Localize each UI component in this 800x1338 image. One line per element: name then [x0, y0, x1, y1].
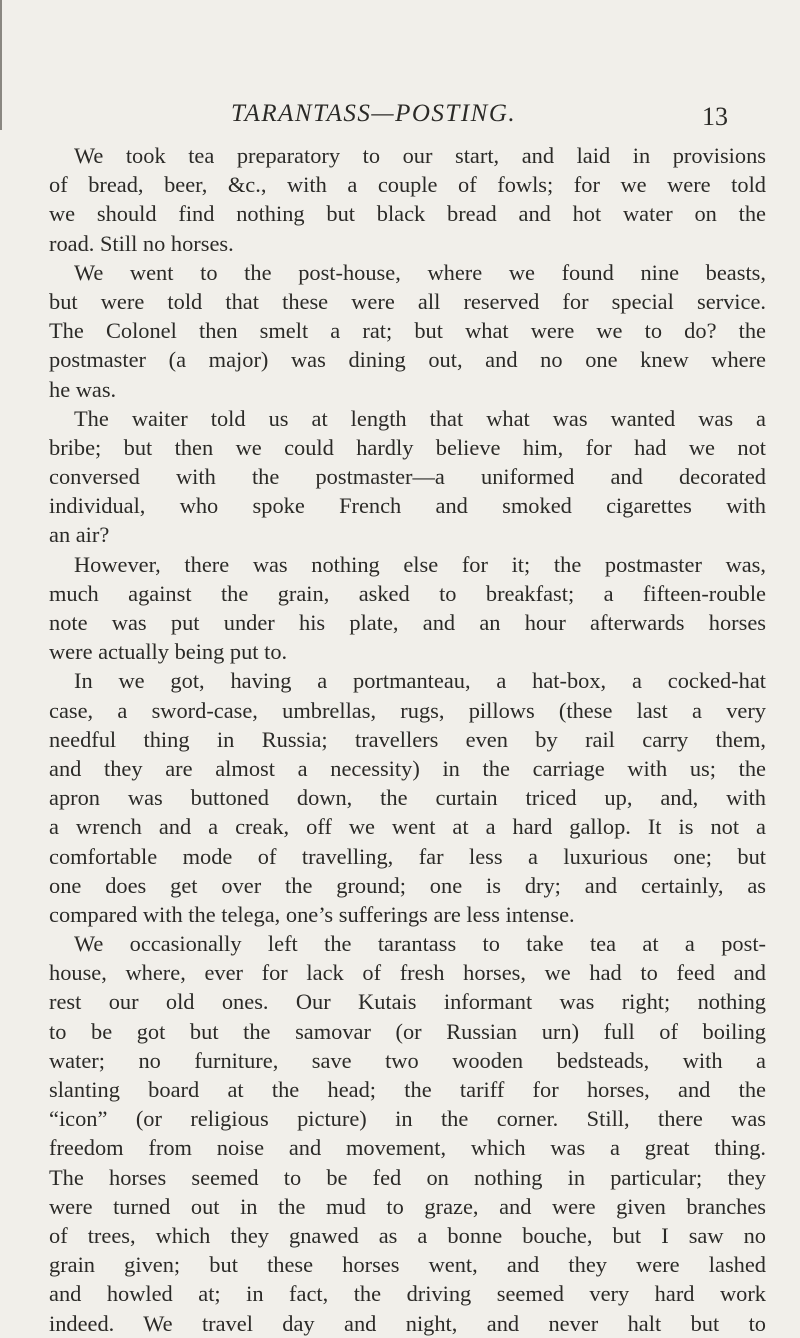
text-line: to be got but the samovar (or Russian urn) full of boiling — [49, 1018, 766, 1044]
text-line: were actually being put to. — [49, 639, 288, 665]
text-line: needful thing in Russia; travellers even by rail carry them, — [49, 726, 766, 752]
text-line: water; no furniture, save two wooden bedsteads, with a — [49, 1047, 766, 1073]
text-line: grain given; but these horses went, and they were lashed — [49, 1252, 766, 1278]
running-head: TARANTASS—POSTING. — [231, 100, 517, 127]
text-line: The waiter told us at length that what was wanted was a — [74, 405, 766, 431]
text-line: conversed with the postmaster—a uniformed and decorated — [49, 464, 766, 490]
text-line: compared with the telega, one’s sufferings are less intense. — [49, 901, 575, 927]
text-line: slanting board at the head; the tariff for horses, and the — [49, 1077, 766, 1102]
text-line: were turned out in the mud to graze, and were given branches — [49, 1193, 766, 1219]
text-line: indeed. We travel day and night, and never halt but to — [49, 1310, 766, 1336]
text-line: freedom from noise and movement, which was a great thing. — [49, 1135, 766, 1161]
text-line: and they are almost a necessity) in the carriage with us; the — [49, 755, 766, 781]
text-line: “icon” (or religious picture) in the corner. Still, there was — [49, 1106, 766, 1132]
text-line: We occasionally left the tarantass to take tea at a post- — [74, 931, 766, 957]
text-line: road. Still no horses. — [49, 230, 234, 256]
text-line: comfortable mode of travelling, far less a luxurious one; but — [49, 843, 766, 869]
text-line: an air? — [49, 522, 110, 548]
text-line: one does get over the ground; one is dry; and certainly, as — [49, 872, 766, 898]
text-line: We went to the post-house, where we found nine beasts, — [74, 259, 766, 285]
text-line: note was put under his plate, and an hour afterwards horses — [49, 610, 766, 635]
text-line: bribe; but then we could hardly believe him, for had we not — [49, 434, 766, 460]
text-line: of bread, beer, &c., with a couple of fowls; for we were told — [49, 172, 766, 198]
text-line: and howled at; in fact, the driving seemed very hard work — [49, 1281, 766, 1307]
text-line: much against the grain, asked to breakfast; a fifteen-rouble — [49, 580, 766, 606]
text-line: a wrench and a creak, off we went at a hard gallop. It is not a — [49, 814, 766, 840]
page-header — [0, 100, 800, 136]
text-line: The Colonel then smelt a rat; but what were we to do? the — [49, 318, 766, 344]
text-line: of trees, which they gnawed as a bonne bouche, but I saw no — [49, 1222, 766, 1248]
text-line: However, there was nothing else for it; the postmaster was, — [74, 551, 766, 577]
text-line: We took tea preparatory to our start, and laid in provisions — [74, 143, 766, 168]
page-number: 13 — [702, 102, 728, 131]
text-line: he was. — [49, 376, 117, 402]
text-line: postmaster (a major) was dining out, and no one knew where — [49, 347, 766, 373]
text-line: house, where, ever for lack of fresh horses, we had to feed and — [49, 960, 766, 986]
body-text — [49, 141, 766, 1338]
text-line: In we got, having a portmanteau, a hat-box, a cocked-hat — [74, 668, 766, 694]
text-line: individual, who spoke French and smoked cigarettes with — [49, 493, 766, 519]
text-line: The horses seemed to be fed on nothing in particular; they — [49, 1164, 766, 1190]
text-line: case, a sword-case, umbrellas, rugs, pillows (these last a very — [49, 697, 766, 723]
text-line: rest our old ones. Our Kutais informant was right; nothing — [49, 989, 766, 1015]
text-line: apron was buttoned down, the curtain triced up, and, with — [49, 785, 766, 811]
text-line: but were told that these were all reserved for special service. — [49, 288, 766, 314]
text-line: we should find nothing but black bread and hot water on the — [49, 201, 766, 227]
